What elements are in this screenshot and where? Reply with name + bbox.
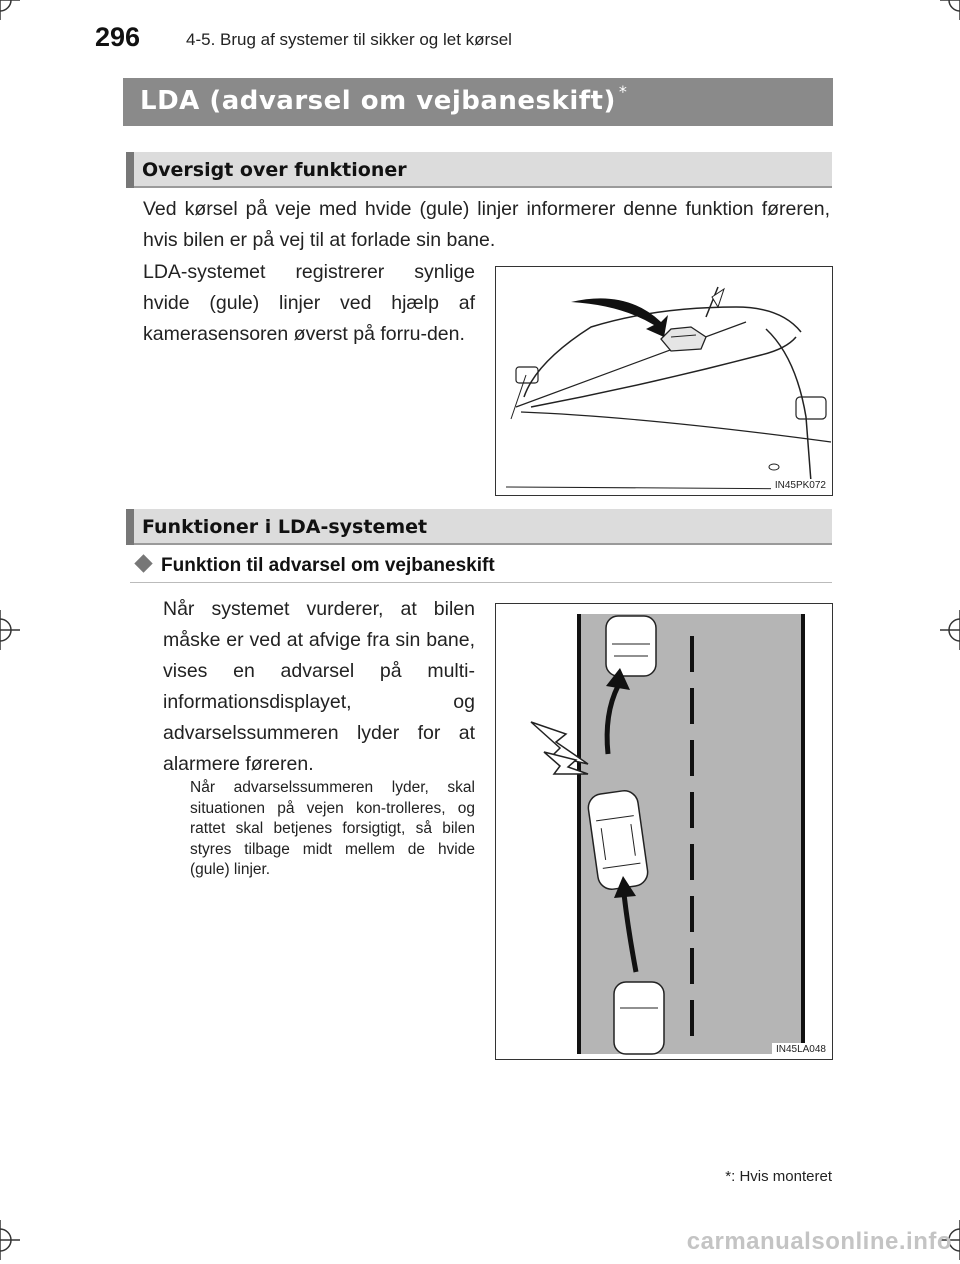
footnote-text: : Hvis monteret	[731, 1168, 832, 1185]
registration-mark-icon	[940, 0, 960, 20]
page-title-text: LDA (advarsel om vejbaneskift)	[140, 86, 616, 116]
title-marker: *	[618, 82, 628, 101]
chapter-title: 4-5. Brug af systemer til sikker og let kørsel	[186, 30, 512, 49]
footnote-marker: *	[725, 1168, 732, 1185]
overview-intro: Ved kørsel på veje med hvide (gule) linjer informerer denne funktion føreren, hvis bilen er på vej til at forlade sin bane.	[143, 198, 830, 251]
footnote	[725, 1168, 832, 1185]
lane-departure-illustration	[496, 604, 832, 1059]
section-heading-overview: Oversigt over funktioner	[142, 159, 407, 181]
lane-departure-paragraph: Når systemet vurderer, at bilen måske er ved at afvige fra sin bane, vises en advarsel på multi-informationsdisplayet, og advarselssummeren lyder for at alarmere føreren.	[163, 598, 475, 775]
car-top-icon	[606, 616, 656, 676]
registration-mark-icon	[940, 610, 960, 650]
caution-note: Når advarselssummeren lyder, skal situationen på vejen kon-trolleres, og rattet skal betjenes forsigtigt, så bilen styres tilbage midt mellem de hvide (gule) linjer.	[190, 779, 475, 878]
registration-mark-icon	[0, 0, 20, 20]
subheading-rule	[130, 582, 832, 583]
registration-mark-icon	[0, 610, 20, 650]
page-title	[140, 82, 628, 116]
registration-mark-icon	[0, 1220, 20, 1260]
section-heading-functions: Funktioner i LDA-systemet	[142, 516, 428, 538]
figure-label: IN45PK072	[771, 479, 830, 492]
car-top-icon	[614, 982, 664, 1054]
page-number: 296	[95, 22, 141, 52]
windshield-camera-illustration	[496, 267, 832, 495]
windshield-camera-figure	[495, 266, 833, 496]
overview-paragraph: LDA-systemet registrerer synlige hvide (gule) linjer ved hjælp af kamerasensoren øverst på forru-den.	[143, 261, 475, 345]
watermark: carmanualsonline.info	[686, 1228, 952, 1255]
figure-label: IN45LA048	[772, 1043, 830, 1056]
diamond-bullet-icon	[134, 554, 152, 572]
subheading-text: Funktion til advarsel om vejbaneskift	[161, 555, 495, 576]
lane-departure-figure	[495, 603, 833, 1060]
subheading	[137, 555, 495, 577]
